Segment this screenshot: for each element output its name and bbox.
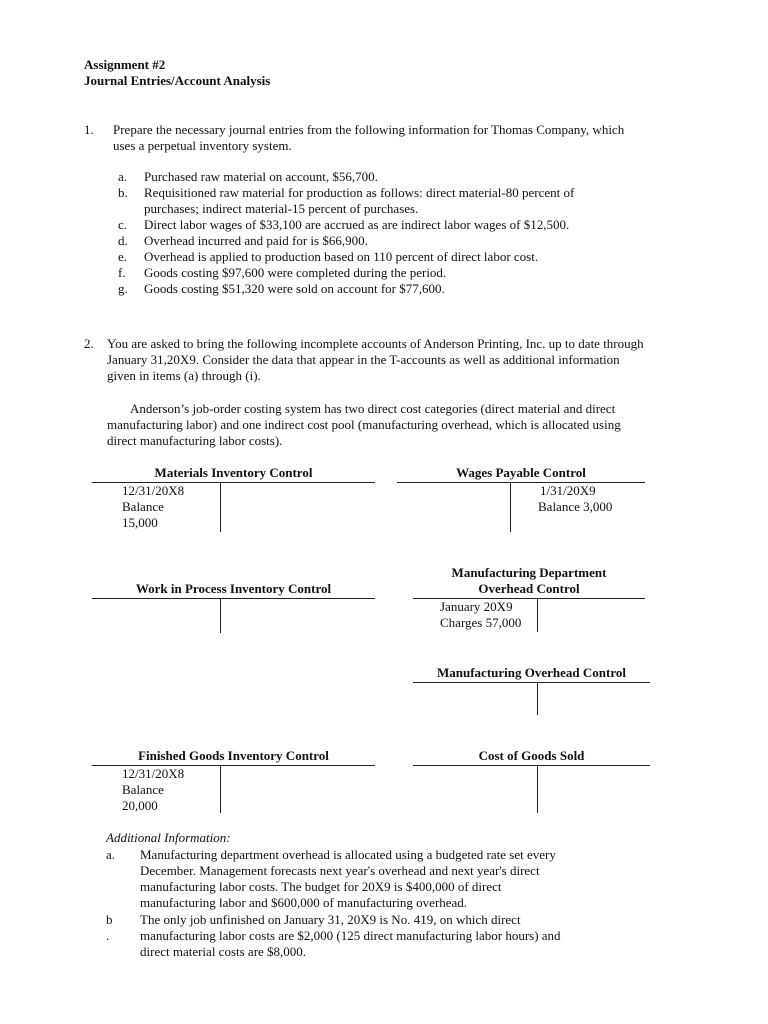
t-account-credit-balance: Balance 3,000 (538, 499, 613, 514)
t-account-debit-period: January 20X9 (440, 599, 513, 614)
q2-text-line-2: January 31,20X9. Consider the data that appear in the T-accounts as well as additional information (107, 352, 620, 367)
t-account-debit-amount: 15,000 (122, 515, 158, 530)
additional-item-b-dot: . (106, 928, 110, 943)
q1-item-text: Overhead is applied to production based on 110 percent of direct labor cost. (144, 249, 539, 264)
additional-item-b-letter: b (106, 912, 113, 927)
t-account-debit-label: Balance (122, 782, 164, 797)
t-account-title: Cost of Goods Sold (478, 748, 585, 763)
assignment-number: Assignment #2 (84, 57, 166, 72)
t-account-divider (220, 598, 221, 633)
additional-item-a-line-3: manufacturing labor costs. The budget for 20X9 is $400,000 of direct (140, 879, 502, 894)
additional-item-b-line-1: The only job unfinished on January 31, 20X9 is No. 419, on which direct (140, 912, 521, 927)
q1-item-d (118, 233, 638, 249)
additional-item-a-line-1: Manufacturing department overhead is allocated using a budgeted rate set every (140, 847, 556, 862)
t-account-credit-date: 1/31/20X9 (540, 483, 596, 498)
q1-item-text: Requisitioned raw material for production as follows: direct material-80 percent of (144, 185, 575, 200)
t-account-mfg-department-overhead (413, 565, 645, 633)
q1-item-text: Goods costing $51,320 were sold on account for $77,600. (144, 281, 445, 296)
t-account-divider (220, 765, 221, 813)
t-account-mfg-overhead (413, 665, 650, 715)
additional-info-heading: Additional Information: (106, 830, 231, 845)
q1-item-f (118, 265, 638, 281)
t-account-title: Materials Inventory Control (154, 465, 313, 480)
t-account-top-bar (413, 765, 650, 766)
additional-item-b-line-2: manufacturing labor costs are $2,000 (125 direct manufacturing labor hours) and (140, 928, 561, 943)
t-account-divider (220, 482, 221, 532)
q1-number: 1. (84, 122, 94, 137)
t-account-divider (537, 682, 538, 715)
q1-item-b (118, 185, 638, 217)
q1-item-a (118, 169, 638, 185)
t-account-debit-date: 12/31/20X8 (122, 483, 185, 498)
additional-item-a-letter: a. (106, 847, 116, 862)
t-account-divider (510, 482, 511, 532)
t-account-finished-goods (92, 748, 375, 816)
t-account-debit-label: Balance (122, 499, 164, 514)
q2-text-line-3: given in items (a) through (i). (107, 368, 261, 383)
q1-item-list (118, 169, 638, 297)
q1-item-text: Goods costing $97,600 were completed during the period. (144, 265, 447, 280)
q1-item-text: Overhead incurred and paid for is $66,900. (144, 233, 368, 248)
q1-item-letter: d. (118, 233, 128, 248)
t-account-debit-date: 12/31/20X8 (122, 766, 185, 781)
t-account-title: Manufacturing Overhead Control (437, 665, 626, 680)
q1-item-letter: a. (118, 169, 128, 184)
additional-item-b-line-3: direct material costs are $8,000. (140, 944, 307, 959)
t-account-debit-amount: 20,000 (122, 798, 158, 813)
additional-item-a-line-4: manufacturing labor and $600,000 of manufacturing overhead. (140, 895, 468, 910)
q1-item-letter: b. (118, 185, 128, 200)
q1-text-line-2: uses a perpetual inventory system. (113, 138, 292, 153)
q1-item-text: Direct labor wages of $33,100 are accrued as are indirect labor wages of $12,500. (144, 217, 570, 232)
t-account-title: Wages Payable Control (456, 465, 586, 480)
assignment-title: Journal Entries/Account Analysis (84, 73, 271, 88)
q2-paragraph-line-1: Anderson’s job-order costing system has two direct cost categories (direct material and direct (130, 401, 616, 416)
q1-item-text-continued: purchases; indirect material-15 percent of purchases. (144, 201, 419, 216)
q1-item-letter: g. (118, 281, 128, 296)
t-account-work-in-process (92, 581, 375, 633)
q1-item-e (118, 249, 638, 265)
q2-paragraph-line-3: direct manufacturing labor costs). (107, 433, 283, 448)
q1-item-text: Purchased raw material on account, $56,700. (144, 169, 378, 184)
q1-item-letter: c. (118, 217, 128, 232)
t-account-cost-of-goods-sold (413, 748, 650, 816)
q2-paragraph-line-2: manufacturing labor) and one indirect cost pool (manufacturing overhead, which is allocated using (107, 417, 621, 432)
t-account-materials-inventory (92, 465, 375, 535)
q2-text-line-1: You are asked to bring the following incomplete accounts of Anderson Printing, Inc. up to date through (107, 336, 644, 351)
q1-item-letter: f. (118, 265, 126, 280)
q2-number: 2. (84, 336, 94, 351)
q1-item-g (118, 281, 638, 297)
t-account-divider (537, 765, 538, 813)
t-account-top-bar (413, 682, 650, 683)
t-account-title-line-2: Overhead Control (478, 581, 580, 596)
t-account-title: Work in Process Inventory Control (135, 581, 332, 596)
additional-item-a-line-2: December. Management forecasts next year's overhead and next year's direct (140, 863, 540, 878)
t-account-debit-charges: Charges 57,000 (440, 615, 522, 630)
t-account-title: Finished Goods Inventory Control (138, 748, 329, 763)
q1-item-c (118, 217, 638, 233)
t-account-top-bar (397, 482, 645, 483)
q1-text-line-1: Prepare the necessary journal entries from the following information for Thomas Company, which (113, 122, 625, 137)
t-account-title-line-1: Manufacturing Department (451, 565, 607, 580)
q1-item-letter: e. (118, 249, 128, 264)
t-account-divider (537, 598, 538, 632)
t-account-wages-payable (397, 465, 645, 535)
t-account-top-bar (92, 598, 375, 599)
